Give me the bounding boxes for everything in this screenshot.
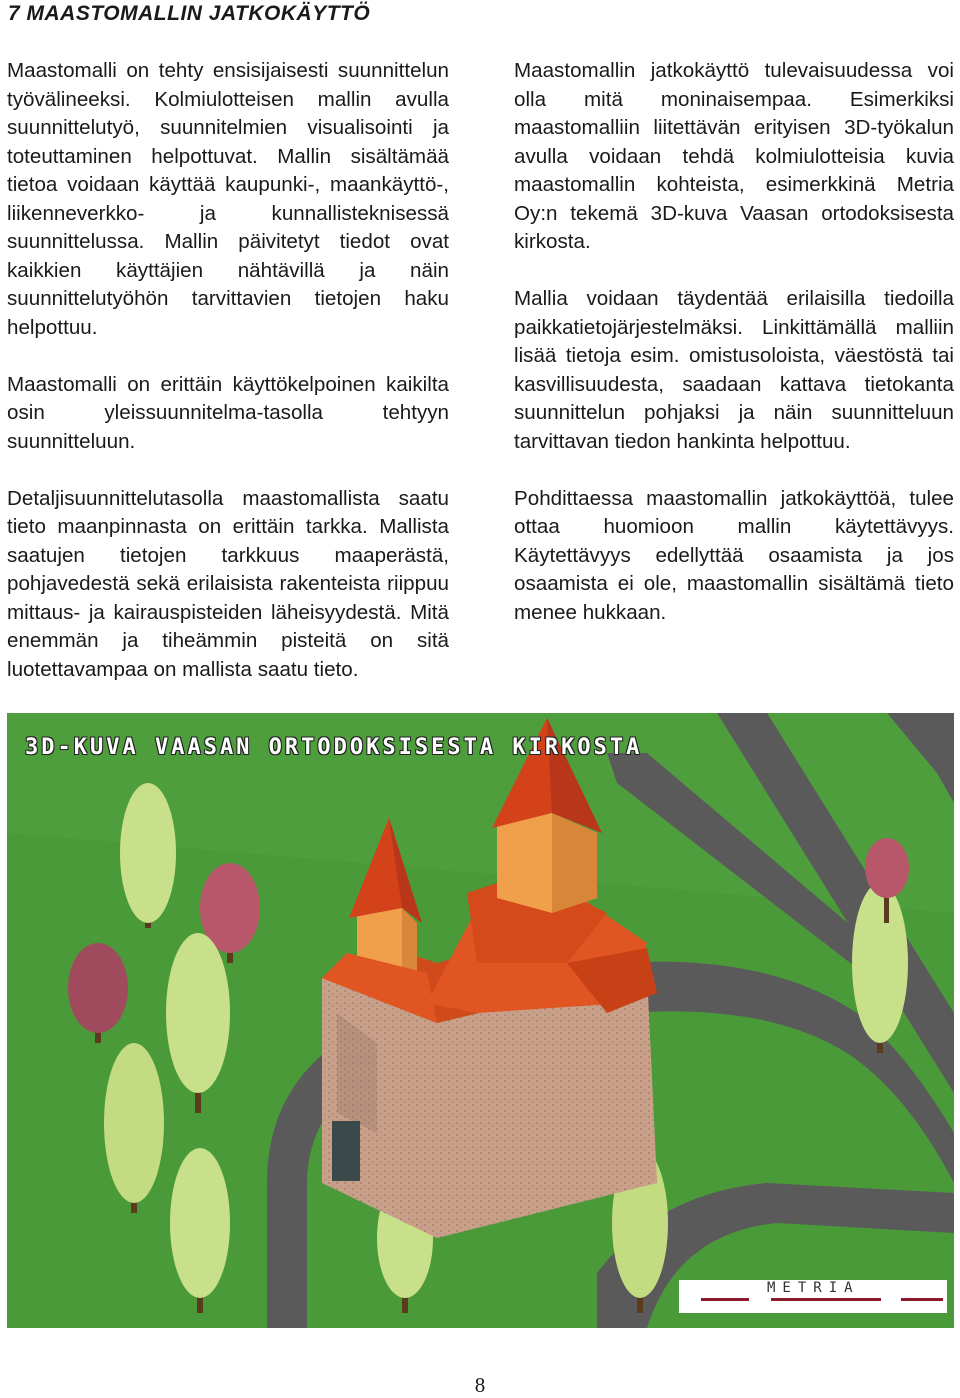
page-number: 8 <box>474 1373 486 1397</box>
paragraph: Maastomalli on tehty ensisijaisesti suunnittelun työvälineeksi. Kolmiulotteisen mallin avulla suunnittelutyö, suunnitelmien visualisointi ja toteuttaminen helpottuvat. Mallin sisältämää tietoa voidaan käyttää kaupunki-, maankäyttö-, liikenneverkko- ja kunnallisteknisessä suunnittelussa. Mallin päivitetyt tiedot ovat kaikkien käyttäjien nähtävillä ja näin suunnittelutyöhön tarvittavien tietojen haku helpottuu. <box>7 59 449 339</box>
paragraph: Detaljisuunnittelutasolla maastomallista saatu tieto maanpinnasta on erittäin tarkka. Mallista saatujen tietojen tarkkuus maaperästä, pohjavedestä sekä erilaisista rakenteista riippuu mittaus- ja kairauspisteiden läheisyydestä. Mitä enemmän ja tiheämmin pisteitä on sitä luotettavampaa on mallista saatu tieto. <box>7 486 449 681</box>
right-text-column <box>514 57 954 656</box>
paragraph: Maastomalli on erittäin käyttökelpoinen kaikilta osin yleissuunnitelma-tasolla tehtyyn suunnitteluun. <box>7 372 449 453</box>
metria-logo <box>679 1280 947 1313</box>
section-heading: 7 MAASTOMALLIN JATKOKÄYTTÖ <box>8 2 371 25</box>
paragraph: Pohdittaessa maastomallin jatkokäyttöä, tulee ottaa huomioon mallin käytettävyys. Käytettävyys edellyttää osaamista ja jos osaamista ei ole, maastomallin sisältämä tieto menee hukkaan. <box>514 486 954 624</box>
logo-bar <box>771 1298 881 1301</box>
logo-bar <box>701 1298 749 1301</box>
left-text-column <box>7 57 449 713</box>
paragraph: Mallia voidaan täydentää erilaisilla tiedoilla paikkatietojärjestelmäksi. Linkittämällä malliin lisää tietoja esim. omistusoloista, väestöstä tai kasvillisuudesta, saadaan kattava tietokanta suunnittelun pohjaksi ja näin suunnitteluun tarvittavan tiedon hankinta helpottuu. <box>514 287 954 453</box>
church-3d-figure <box>7 713 954 1328</box>
logo-text: METRIA <box>767 1280 860 1296</box>
church-door <box>332 1121 360 1181</box>
church-3d-illustration <box>7 713 954 1328</box>
logo-bar <box>901 1298 943 1301</box>
figure-caption: 3D-KUVA VAASAN ORTODOKSISESTA KIRKOSTA <box>25 735 643 760</box>
paragraph: Maastomallin jatkokäyttö tulevaisuudessa voi olla mitä moninaisempaa. Esimerkiksi maastomalliin liitettävän erityisen 3D-työkalun avulla voidaan tehdä kolmiulotteisia kuvia maastomallin kohteista, esimerkkinä Metria Oy:n tekemä 3D-kuva Vaasan ortodoksisesta kirkosta. <box>514 59 954 253</box>
